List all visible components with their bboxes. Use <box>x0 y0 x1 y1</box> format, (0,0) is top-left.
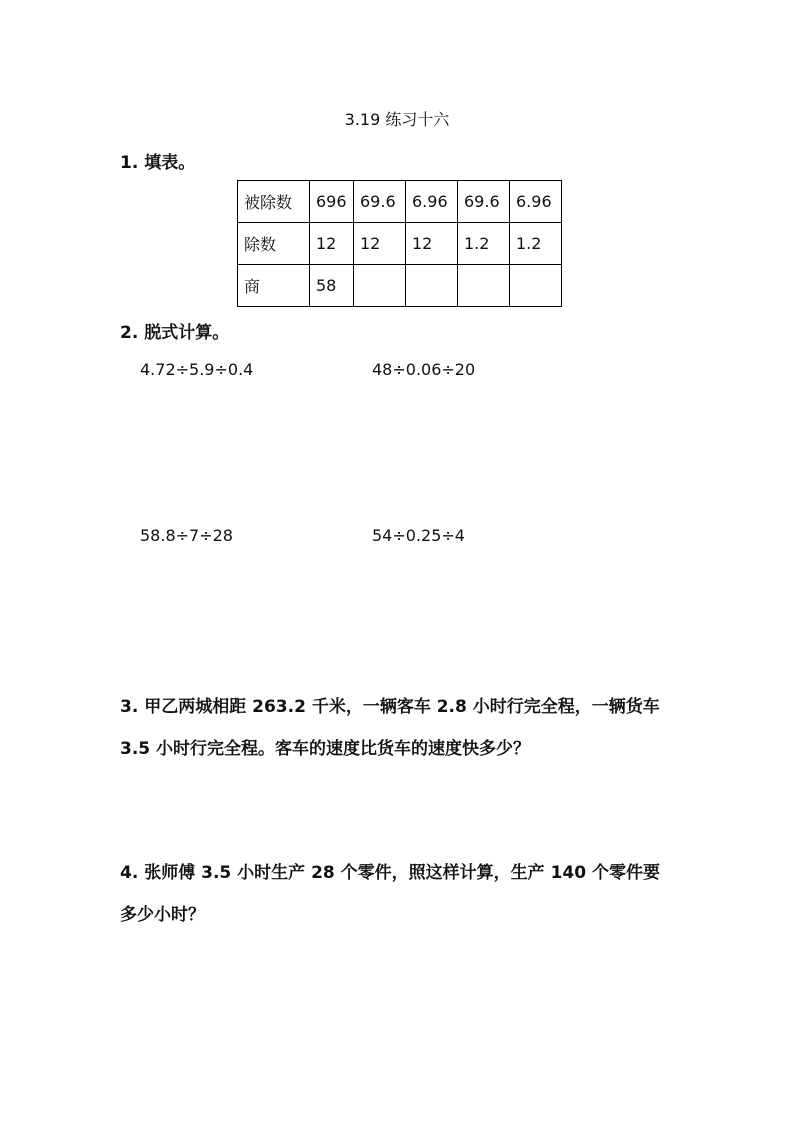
table-row-quotient <box>238 265 562 307</box>
fill-table <box>237 180 562 307</box>
table-cell: 12 <box>354 223 406 265</box>
expression-3: 58.8÷7÷28 <box>140 526 233 545</box>
table-cell: 58 <box>310 265 354 307</box>
table-row-dividend <box>238 181 562 223</box>
answer-blank <box>458 265 510 307</box>
answer-blank <box>406 265 458 307</box>
table-cell: 696 <box>310 181 354 223</box>
page-title: 3.19 练习十六 <box>344 110 450 129</box>
table-cell: 1.2 <box>458 223 510 265</box>
table-cell: 69.6 <box>458 181 510 223</box>
expression-1: 4.72÷5.9÷0.4 <box>140 360 254 379</box>
answer-blank <box>510 265 562 307</box>
question-3-line-2: 3.5 小时行完全程。客车的速度比货车的速度快多少？ <box>120 739 531 759</box>
question-3-line-1: 3. 甲乙两城相距 263.2 千米，一辆客车 2.8 小时行完全程，一辆货车 <box>120 697 660 717</box>
table-cell: 12 <box>406 223 458 265</box>
table-row-divisor <box>238 223 562 265</box>
question-4-line-1: 4. 张师傅 3.5 小时生产 28 个零件，照这样计算，生产 140 个零件要 <box>120 863 660 883</box>
table-cell: 1.2 <box>510 223 562 265</box>
table-cell: 12 <box>310 223 354 265</box>
answer-blank <box>354 265 406 307</box>
question-1-heading: 1. 填表。 <box>120 153 196 173</box>
table-cell: 6.96 <box>510 181 562 223</box>
table-cell: 6.96 <box>406 181 458 223</box>
expression-2: 48÷0.06÷20 <box>372 360 476 379</box>
question-4-line-2: 多少小时？ <box>120 905 205 925</box>
row-label-quotient: 商 <box>238 265 310 307</box>
row-label-divisor: 除数 <box>238 223 310 265</box>
question-2-heading: 2. 脱式计算。 <box>120 323 230 343</box>
row-label-dividend: 被除数 <box>238 181 310 223</box>
table-cell: 69.6 <box>354 181 406 223</box>
expression-4: 54÷0.25÷4 <box>372 526 465 545</box>
